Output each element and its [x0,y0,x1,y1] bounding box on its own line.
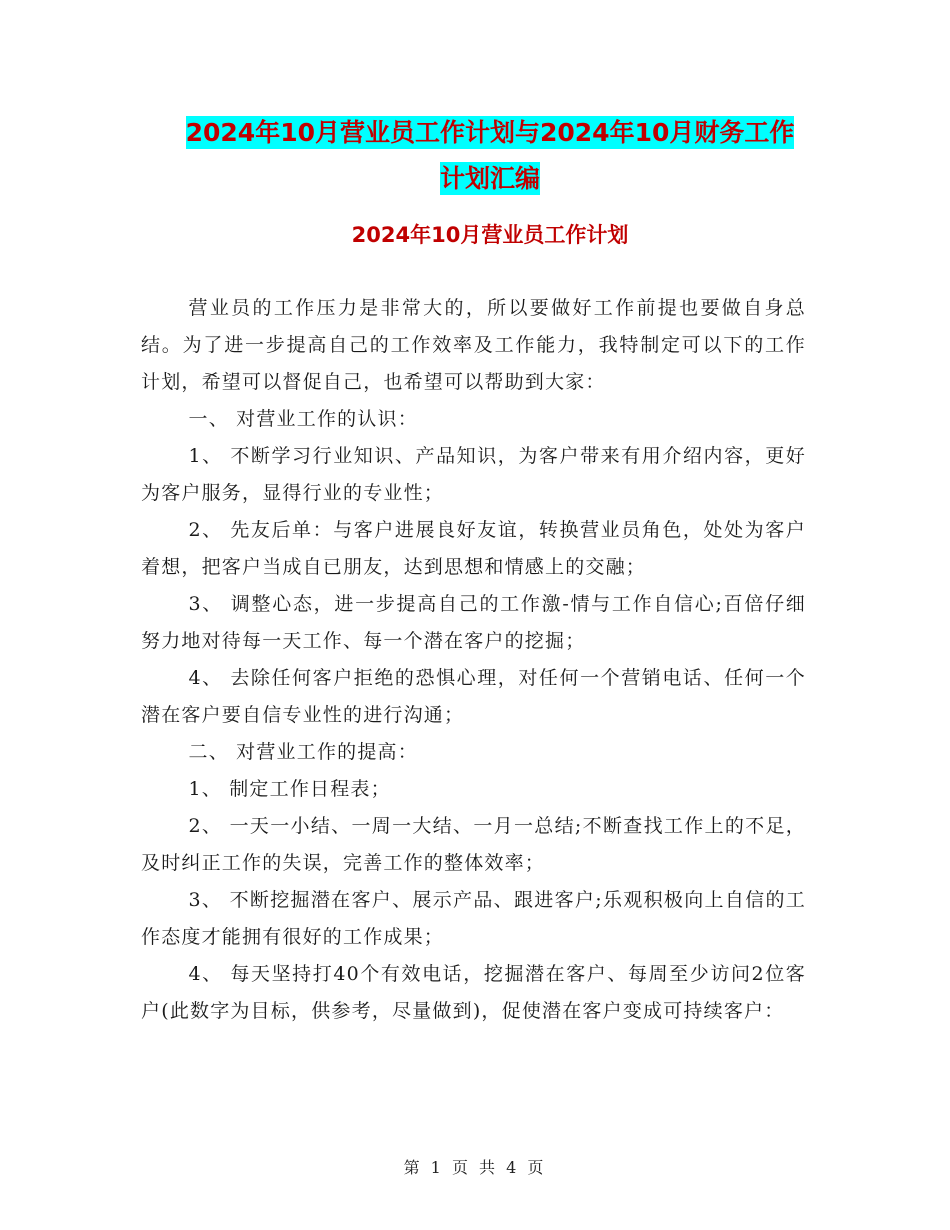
paragraph-item: 1、 制定工作日程表； [188,778,391,800]
document-title-line1: 2024年10月营业员工作计划与2024年10月财务工作 [185,118,795,147]
paragraph-heading-1: 一、 对营业工作的认识： [188,408,418,430]
document-title [140,110,840,202]
paragraph-item: 2、 一天一小结、一周一大结、一月一总结;不断查找工作上的不足，及时纠正工作的失误，完善工作的整体效率； [141,815,806,874]
document-title-line2: 计划汇编 [439,164,540,193]
paragraph-intro: 营业员的工作压力是非常大的，所以要做好工作前提也要做自身总结。为了进一步提高自己的工作效率及工作能力，我特制定可以下的工作计划，希望可以督促自己，也希望可以帮助到大家： [141,297,806,393]
section-title: 2024年10月营业员工作计划 [351,223,629,247]
document-body [141,290,806,1030]
page-footer: 第 1 页 共 4 页 [403,1158,547,1177]
paragraph-item: 4、 每天坚持打40个有效电话，挖掘潜在客户、每周至少访问2位客户(此数字为目标，供参考，尽量做到)，促使潜在客户变成可持续客户： [141,963,806,1022]
paragraph-item: 4、 去除任何客户拒绝的恐惧心理，对任何一个营销电话、任何一个潜在客户要自信专业性的进行沟通； [141,667,806,726]
paragraph-item: 2、 先友后单：与客户进展良好友谊，转换营业员角色，处处为客户着想，把客户当成自已朋友，达到思想和情感上的交融； [141,519,806,578]
paragraph-item: 3、 不断挖掘潜在客户、展示产品、跟进客户;乐观积极向上自信的工作态度才能拥有很好的工作成果； [141,889,806,948]
paragraph-item: 3、 调整心态，进一步提高自己的工作激-情与工作自信心;百倍仔细努力地对待每一天工作、每一个潜在客户的挖掘； [141,593,806,652]
paragraph-heading-2: 二、 对营业工作的提高： [188,741,418,763]
paragraph-item: 1、 不断学习行业知识、产品知识，为客户带来有用介绍内容，更好为客户服务，显得行业的专业性； [141,445,806,504]
